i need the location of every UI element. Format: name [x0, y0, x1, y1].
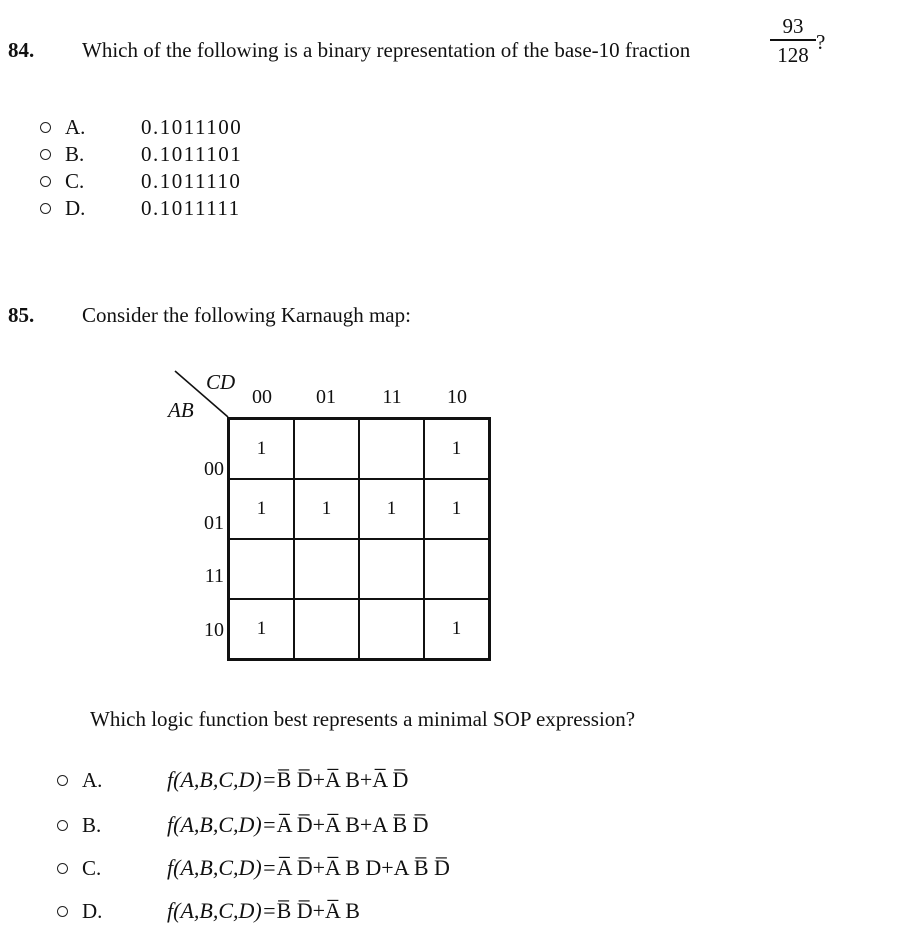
- expression-terms: A̅ D̅+A̅ B+A B̅ D̅: [276, 812, 429, 837]
- kmap-cell: [294, 599, 359, 659]
- question-85-text: Consider the following Karnaugh map:: [82, 303, 411, 327]
- kmap-cell: 1: [229, 479, 294, 539]
- q84-option-c[interactable]: [40, 168, 241, 194]
- kmap-row-label: 11: [204, 565, 224, 587]
- kmap-cell: 1: [229, 599, 294, 659]
- option-expression: f(A,B,C,D)=A̅ D̅+A̅ B D+A B̅ D̅: [167, 855, 450, 880]
- kmap-column-label: 00: [252, 386, 272, 408]
- radio-button-icon[interactable]: [40, 122, 51, 133]
- option-expression: f(A,B,C,D)=B̅ D̅+A̅ B+A̅ D̅: [167, 767, 409, 792]
- kmap-row-label: 10: [204, 619, 224, 641]
- question-85-prompt: Which logic function best represents a minimal SOP expression?: [90, 707, 636, 731]
- fraction-numerator: 93: [782, 14, 804, 38]
- option-value: 0.1011111: [141, 195, 241, 220]
- question-84-text: Which of the following is a binary representation of the base-10 fraction: [82, 38, 691, 62]
- option-letter: A.: [65, 114, 86, 139]
- option-letter: C.: [65, 168, 85, 193]
- option-letter: B.: [65, 141, 85, 166]
- radio-button-icon[interactable]: [40, 149, 51, 160]
- radio-button-icon[interactable]: [57, 906, 68, 917]
- fraction-bar: [770, 39, 816, 41]
- kmap-cell: [294, 539, 359, 599]
- kmap-cell: 1: [424, 419, 489, 479]
- radio-button-icon[interactable]: [40, 176, 51, 187]
- radio-button-icon[interactable]: [57, 863, 68, 874]
- q84-option-a[interactable]: [40, 114, 242, 140]
- expression-terms: A̅ D̅+A̅ B D+A B̅ D̅: [276, 855, 450, 880]
- option-value: 0.1011101: [141, 141, 243, 166]
- kmap-cell: [359, 599, 424, 659]
- question-mark: ?: [816, 30, 826, 54]
- radio-button-icon[interactable]: [40, 203, 51, 214]
- kmap-column-label: 11: [382, 386, 402, 408]
- option-letter: A.: [82, 767, 103, 792]
- option-letter: C.: [82, 855, 102, 880]
- kmap-cell: [294, 419, 359, 479]
- q84-option-b[interactable]: [40, 141, 242, 167]
- kmap-column-label: 10: [447, 386, 467, 408]
- option-value: 0.1011110: [141, 168, 242, 193]
- option-expression: f(A,B,C,D)=A̅ D̅+A̅ B+A B̅ D̅: [167, 812, 429, 837]
- q85-option-d[interactable]: [57, 896, 360, 926]
- option-expression: f(A,B,C,D)=B̅ D̅+A̅ B: [167, 898, 360, 923]
- option-letter: D.: [82, 898, 103, 923]
- kmap-row-label: 01: [204, 512, 224, 534]
- kmap-cell: 1: [359, 479, 424, 539]
- kmap-column-label: 01: [316, 386, 336, 408]
- kmap-cell: 1: [229, 419, 294, 479]
- option-letter: D.: [65, 195, 86, 220]
- radio-button-icon[interactable]: [57, 820, 68, 831]
- option-value: 0.1011100: [141, 114, 243, 139]
- q85-option-a[interactable]: [57, 765, 408, 795]
- expression-terms: B̅ D̅+A̅ B: [276, 898, 360, 923]
- question-84-number: 84.: [8, 38, 35, 62]
- option-letter: B.: [82, 812, 102, 837]
- kmap-cell: 1: [424, 599, 489, 659]
- q85-option-b[interactable]: [57, 810, 429, 840]
- fraction: [770, 14, 816, 67]
- q84-option-d[interactable]: [40, 195, 241, 221]
- kmap-row-variable: AB: [168, 398, 194, 422]
- kmap-cell: 1: [424, 479, 489, 539]
- fraction-denominator: 128: [777, 42, 809, 67]
- kmap-cell: [359, 419, 424, 479]
- kmap-cell: 1: [294, 479, 359, 539]
- kmap-cell: [359, 539, 424, 599]
- kmap-column-variable: CD: [206, 370, 236, 394]
- kmap-cell: [229, 539, 294, 599]
- kmap-row-label: 00: [204, 458, 224, 480]
- kmap-cell: [424, 539, 489, 599]
- radio-button-icon[interactable]: [57, 775, 68, 786]
- q85-option-c[interactable]: [57, 853, 450, 883]
- expression-terms: B̅ D̅+A̅ B+A̅ D̅: [276, 767, 409, 792]
- kmap-grid: [227, 417, 491, 661]
- question-85-number: 85.: [8, 303, 35, 327]
